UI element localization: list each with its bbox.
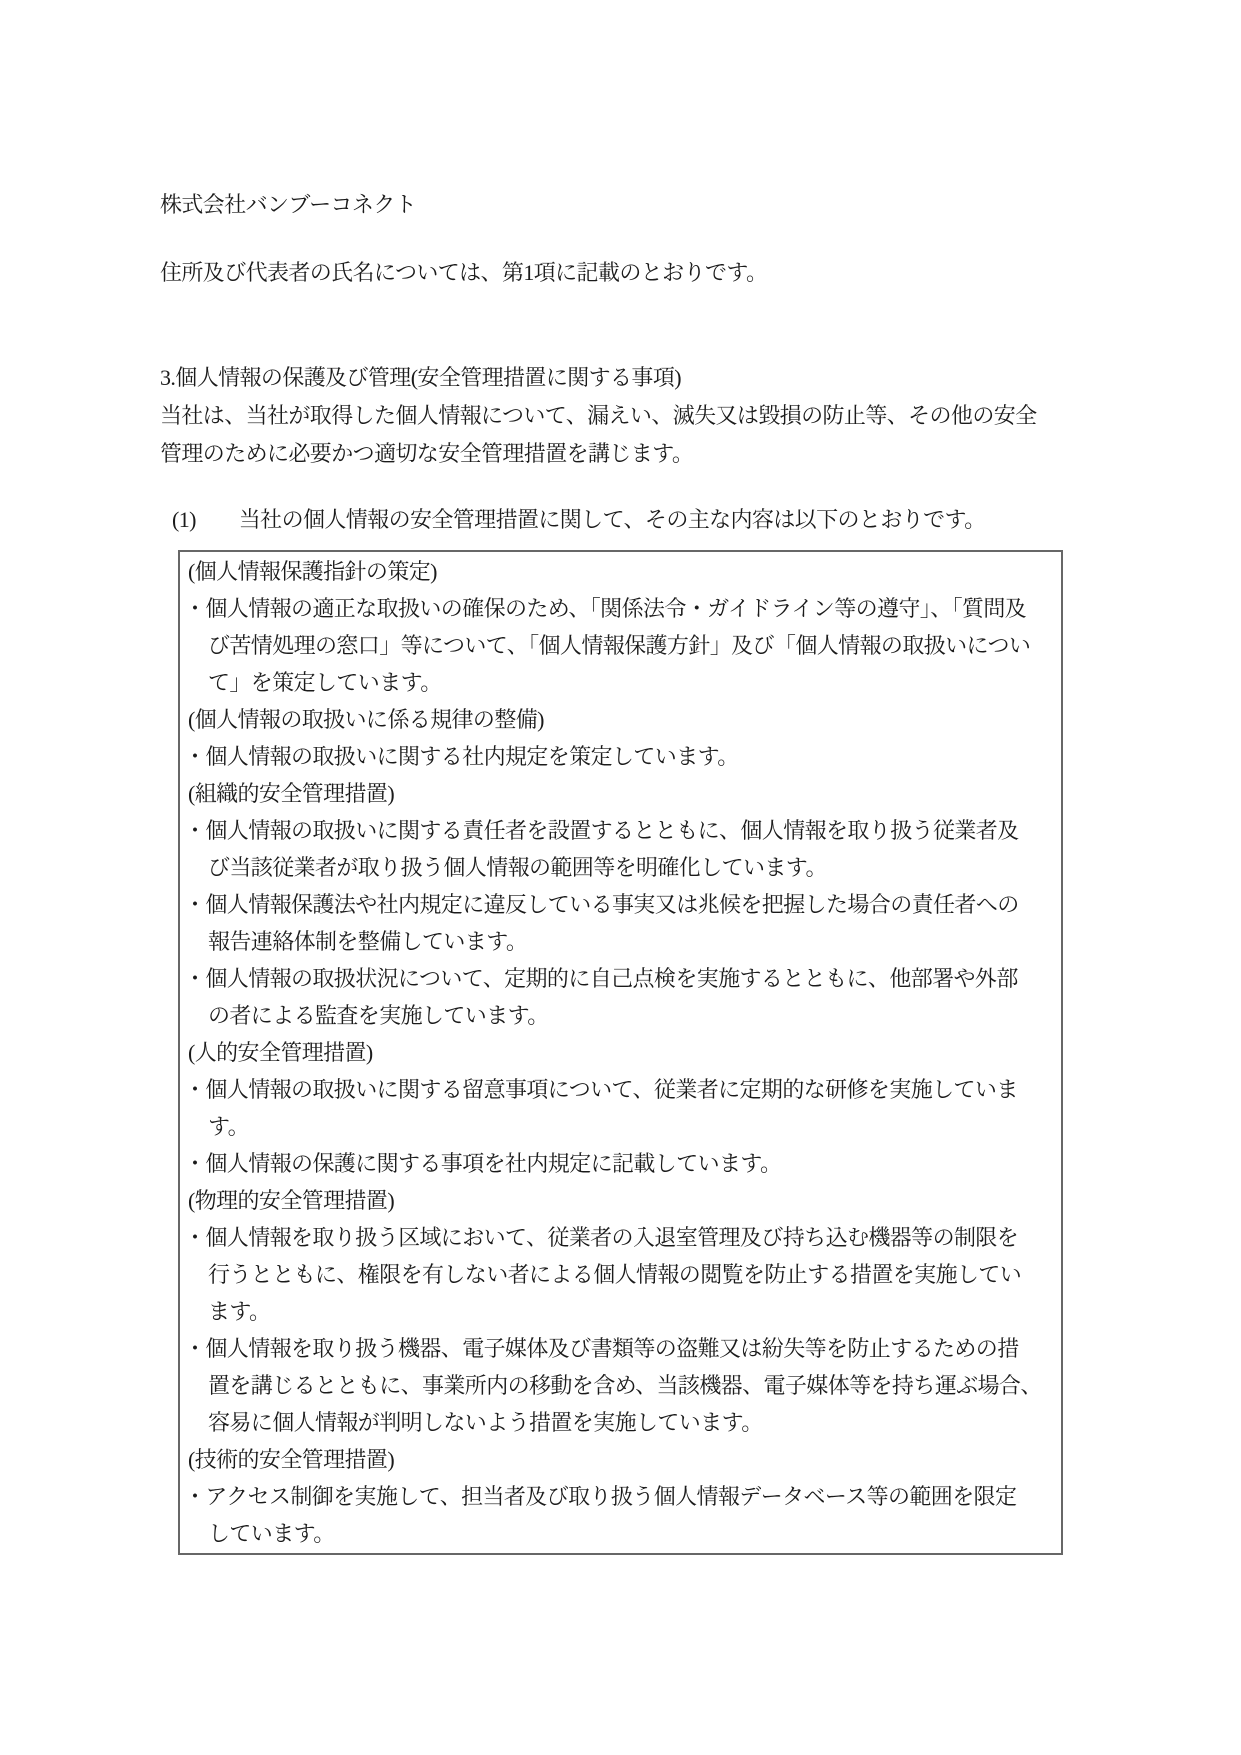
box-line-cont: 容易に個人情報が判明しないよう措置を実施しています。 xyxy=(208,1410,763,1435)
box-line-bullet: ・個人情報保護法や社内規定に違反している事実又は兆候を把握した場合の責任者への xyxy=(184,892,1019,917)
item-1-line xyxy=(160,501,1241,539)
box-line-header: (物理的安全管理措置) xyxy=(188,1188,395,1213)
section3-intro-line-2: 管理のために必要かつ適切な安全管理措置を講じます。 xyxy=(160,441,694,466)
box-line-cont: 置を講じるとともに、事業所内の移動を含め、当該機器、電子媒体等を持ち運ぶ場合、 xyxy=(208,1373,1042,1398)
company-name: 株式会社バンブーコネクト xyxy=(160,192,417,217)
box-line-bullet: ・個人情報の取扱状況について、定期的に自己点検を実施するとともに、他部署や外部 xyxy=(184,966,1018,991)
box-line-header: (人的安全管理措置) xyxy=(188,1040,373,1065)
box-line-cont: の者による監査を実施しています。 xyxy=(208,1003,549,1028)
box-line-header: (組織的安全管理措置) xyxy=(188,781,395,806)
box-line-cont: しています。 xyxy=(208,1521,335,1546)
item-1-label: (1) xyxy=(172,507,196,532)
box-line-cont: 報告連絡体制を整備しています。 xyxy=(208,929,528,954)
box-line-cont: び苦情処理の窓口」等について、「個人情報保護方針」及び「個人情報の取扱いについ xyxy=(208,633,1031,658)
box-line-bullet: ・個人情報を取り扱う区域において、従業者の入退室管理及び持ち込む機器等の制限を xyxy=(184,1225,1019,1250)
section3-intro-line-1: 当社は、当社が取得した個人情報について、漏えい、滅失又は毀損の防止等、その他の安全 xyxy=(160,403,1037,428)
box-line-cont: す。 xyxy=(208,1114,250,1139)
box-line-bullet: ・個人情報の適正な取扱いの確保のため、「関係法令・ガイドライン等の遵守」、「質問及 xyxy=(184,596,1027,621)
box-line-bullet: ・個人情報を取り扱う機器、電子媒体及び書類等の盗難又は紛失等を防止するための措 xyxy=(184,1336,1019,1361)
box-line-cont: て」を策定しています。 xyxy=(208,670,442,695)
item-1-text: 当社の個人情報の安全管理措置に関して、その主な内容は以下のとおりです。 xyxy=(238,507,986,532)
address-note: 住所及び代表者の氏名については、第1項に記載のとおりです。 xyxy=(160,260,768,285)
box-line-header: (技術的安全管理措置) xyxy=(188,1447,395,1472)
section3-heading: 3.個人情報の保護及び管理(安全管理措置に関する事項) xyxy=(160,365,681,390)
box-line-bullet: ・個人情報の取扱いに関する責任者を設置するとともに、個人情報を取り扱う従業者及 xyxy=(184,818,1019,843)
box-line-header: (個人情報の取扱いに係る規律の整備) xyxy=(188,707,544,732)
box-line-cont: 行うとともに、権限を有しない者による個人情報の閲覧を防止する措置を実施してい xyxy=(208,1262,1022,1287)
box-line-bullet: ・個人情報の取扱いに関する社内規定を策定しています。 xyxy=(184,744,739,769)
box-line-header: (個人情報保護指針の策定) xyxy=(188,559,437,584)
box-line-bullet: ・個人情報の保護に関する事項を社内規定に記載しています。 xyxy=(184,1151,782,1176)
section3-intro-paragraph xyxy=(160,397,1241,473)
box-line-cont: び当該従業者が取り扱う個人情報の範囲等を明確化しています。 xyxy=(208,855,827,880)
box-line-bullet: ・個人情報の取扱いに関する留意事項について、従業者に定期的な研修を実施していま xyxy=(184,1077,1018,1102)
box-line-bullet: ・アクセス制御を実施して、担当者及び取り扱う個人情報データベース等の範囲を限定 xyxy=(184,1484,1017,1509)
box-line-cont: ます。 xyxy=(208,1299,271,1324)
security-measures-box xyxy=(178,550,1063,1555)
